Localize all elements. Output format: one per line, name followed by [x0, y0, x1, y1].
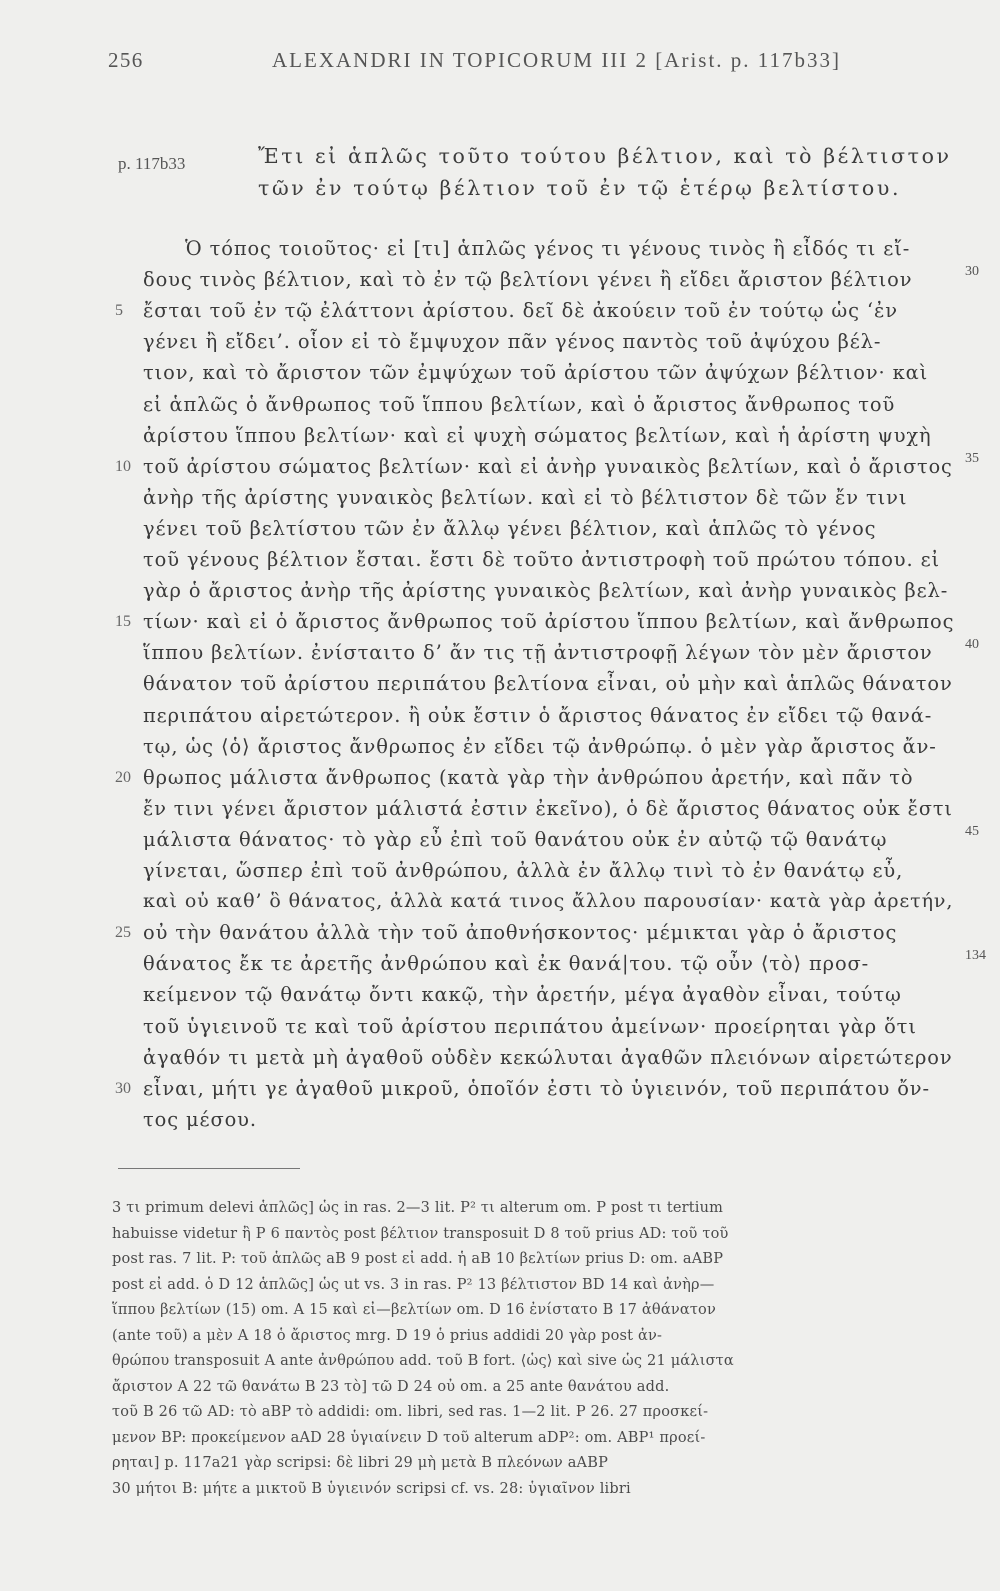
text-line: θάνατον τοῦ ἀρίστου περιπάτου βελτίονα εἶναι, οὐ μὴν καὶ ἁπλῶς θάνατον — [143, 672, 953, 695]
lemma-line: τῶν ἐν τούτῳ βέλτιον τοῦ ἐν τῷ ἑτέρῳ βελτίστου. — [258, 176, 902, 200]
text-line: περιπάτου αἱρετώτερον. ἢ οὐκ ἔστιν ὁ ἄριστος θάνατος ἐν εἴδει τῷ θανά- — [143, 704, 933, 727]
text-line: τοῦ ὑγιεινοῦ τε καὶ τοῦ ἀρίστου περιπάτου ἀμείνων· προείρηται γὰρ ὅτι — [143, 1015, 917, 1038]
text-line: καὶ οὐ καθ’ ὃ θάνατος, ἀλλὰ κατά τινος ἄλλου παρουσίαν· κατὰ γὰρ ἀρετήν, — [143, 890, 954, 912]
text-line: τιον, καὶ τὸ ἄριστον τῶν ἐμψύχων τοῦ ἀρίστου τῶν ἀψύχων βέλτιον· καὶ — [143, 361, 929, 384]
text-line: εἶναι, μήτι γε ἀγαθοῦ μικροῦ, ὁποῖόν ἐστι τὸ ὑγιεινόν, τοῦ περιπάτου ὄν- — [143, 1077, 930, 1100]
text-line: ἀγαθόν τι μετὰ μὴ ἀγαθοῦ οὐδὲν κεκώλυται ἀγαθῶν πλειόνων αἱρετώτερον — [143, 1046, 953, 1069]
margin-reference-number: 30 — [965, 264, 979, 279]
text-line: ἵππου βελτίων. ἐνίσταιτο δ’ ἄν τις τῇ ἀντιστροφῇ λέγων τὸν μὲν ἄριστον — [143, 641, 933, 664]
line-number: 25 — [115, 924, 131, 941]
apparatus-line: θρώπου transposuit A ante ἀνθρώπου add. τοῦ B fort. ⟨ὡς⟩ καὶ sive ὡς 21 μάλιστα — [112, 1353, 734, 1369]
text-line: οὐ τὴν θανάτου ἀλλὰ τὴν τοῦ ἀποθνήσκοντος· μέμικται γὰρ ὁ ἄριστος — [143, 921, 898, 944]
apparatus-line: (ante τοῦ) a μὲν A 18 ὁ ἄριστος mrg. D 19 ὁ prius addidi 20 γὰρ post ἀν- — [112, 1328, 663, 1344]
text-line: δους τινὸς βέλτιον, καὶ τὸ ἐν τῷ βελτίονι γένει ἢ εἴδει ἄριστον βέλτιον — [143, 268, 913, 291]
margin-reference-number: 45 — [965, 824, 979, 839]
margin-reference-number: 35 — [965, 451, 979, 466]
text-line: ἔσται τοῦ ἐν τῷ ἐλάττονι ἀρίστου. δεῖ δὲ ἀκούειν τοῦ ἐν τούτῳ ὡς ‘ἐν — [143, 299, 898, 322]
text-line: Ὁ τόπος τοιοῦτος· εἰ [τι] ἁπλῶς γένος τι γένους τινὸς ἢ εἶδός τι εἴ- — [185, 237, 911, 260]
apparatus-line: ἄριστον A 22 τῶ θανάτω B 23 τὸ] τῶ D 24 οὐ om. a 25 ante θανάτου add. — [112, 1379, 670, 1395]
line-number: 10 — [115, 458, 131, 475]
text-line: τοῦ ἀρίστου σώματος βελτίων· καὶ εἰ ἀνὴρ γυναικὸς βελτίων, καὶ ὁ ἄριστος — [143, 455, 953, 478]
page-number: 256 — [108, 48, 144, 72]
apparatus-line: ἵππου βελτίων (15) om. A 15 καὶ εἰ—βελτίων om. D 16 ἐνίστατο B 17 ἀθάνατον — [112, 1302, 716, 1318]
running-title: ALEXANDRI IN TOPICORUM III 2 [Arist. p. 117b33] — [272, 48, 842, 72]
page-header — [108, 48, 898, 88]
lemma-reference: p. 117b33 — [118, 154, 186, 173]
apparatus-line: ρηται] p. 117a21 γὰρ scripsi: δὲ libri 29 μὴ μετὰ B πλεόνων aABP — [112, 1455, 609, 1471]
apparatus-line: post εἰ add. ὁ D 12 ἁπλῶς] ὡς ut vs. 3 in ras. P² 13 βέλτιστον BD 14 καὶ ἀνὴρ— — [112, 1277, 715, 1293]
apparatus-line: post ras. 7 lit. P: τοῦ ἁπλῶς aB 9 post εἰ add. ἡ aB 10 βελτίων prius D: om. aABP — [112, 1251, 724, 1267]
line-number: 5 — [115, 302, 123, 319]
text-line: ἀνὴρ τῆς ἀρίστης γυναικὸς βελτίων. καὶ εἰ τὸ βέλτιστον δὲ τῶν ἔν τινι — [143, 486, 908, 509]
text-line: ἀρίστου ἵππου βελτίων· καὶ εἰ ψυχὴ σώματος βελτίων, καὶ ἡ ἀρίστη ψυχὴ — [143, 424, 932, 447]
apparatus-line: 30 μήτοι B: μήτε a μικτοῦ B ὑγιεινόν scripsi cf. vs. 28: ὑγιαῖνον libri — [112, 1481, 631, 1497]
line-number: 30 — [115, 1080, 131, 1097]
apparatus-line: μενον BP: προκείμενον aAD 28 ὑγιαίνειν D τοῦ alterum aDP²: om. ABP¹ προεί- — [112, 1430, 706, 1446]
text-line: θρωπος μάλιστα ἄνθρωπος (κατὰ γὰρ τὴν ἀνθρώπου ἀρετήν, καὶ πᾶν τὸ — [143, 766, 914, 789]
text-line: τος μέσου. — [143, 1108, 257, 1131]
text-line: τοῦ γένους βέλτιον ἔσται. ἔστι δὲ τοῦτο ἀντιστροφὴ τοῦ πρώτου τόπου. εἰ — [143, 548, 941, 571]
text-line: μάλιστα θάνατος· τὸ γὰρ εὖ ἐπὶ τοῦ θανάτου οὐκ ἐν αὐτῷ τῷ θανάτῳ — [143, 828, 888, 851]
text-line: τῳ, ὡς ⟨ὁ⟩ ἄριστος ἄνθρωπος ἐν εἴδει τῷ ἀνθρώπῳ. ὁ μὲν γὰρ ἄριστος ἄν- — [143, 735, 937, 758]
apparatus-line: τοῦ B 26 τῶ AD: τὸ aBP τὸ addidi: om. libri, sed ras. 1—2 lit. P 26. 27 προσκεί- — [112, 1404, 709, 1420]
line-number: 15 — [115, 613, 131, 630]
text-line: ἔν τινι γένει ἄριστον μάλιστά ἐστιν ἐκεῖνο), ὁ δὲ ἄριστος θάνατος οὐκ ἔστι — [143, 797, 953, 820]
footnote-rule — [118, 1168, 300, 1169]
apparatus-line: 3 τι primum delevi ἁπλῶς] ὡς in ras. 2—3 lit. P² τι alterum om. P post τι tertium — [112, 1200, 724, 1216]
text-line: γίνεται, ὥσπερ ἐπὶ τοῦ ἀνθρώπου, ἀλλὰ ἐν ἄλλῳ τινὶ τὸ ἐν θανάτῳ εὖ, — [143, 859, 904, 882]
text-line: κείμενον τῷ θανάτῳ ὄντι κακῷ, τὴν ἀρετήν, μέγα ἀγαθὸν εἶναι, τούτῳ — [143, 983, 902, 1006]
line-number: 20 — [115, 769, 131, 786]
apparatus-line: habuisse videtur ἢ P 6 παντὸς post βέλτιον transposuit D 8 τοῦ prius AD: τοῦ τοῦ — [112, 1226, 729, 1242]
text-line: εἰ ἁπλῶς ὁ ἄνθρωπος τοῦ ἵππου βελτίων, καὶ ὁ ἄριστος ἄνθρωπος τοῦ — [143, 393, 896, 416]
text-line: θάνατος ἔκ τε ἀρετῆς ἀνθρώπου καὶ ἐκ θανά|του. τῷ οὖν ⟨τὸ⟩ προσ- — [143, 952, 870, 975]
margin-reference-number: 40 — [965, 637, 979, 652]
text-line: γὰρ ὁ ἄριστος ἀνὴρ τῆς ἀρίστης γυναικὸς βελτίων, καὶ ἀνὴρ γυναικὸς βελ- — [143, 579, 949, 602]
text-line: γένει τοῦ βελτίστου τῶν ἐν ἄλλῳ γένει βέλτιον, καὶ ἁπλῶς τὸ γένος — [143, 517, 877, 540]
lemma-line: Ἔτι εἰ ἁπλῶς τοῦτο τούτου βέλτιον, καὶ τὸ βέλτιστον — [258, 144, 952, 168]
text-line: τίων· καὶ εἰ ὁ ἄριστος ἄνθρωπος τοῦ ἀρίστου ἵππου βελτίων, καὶ ἄνθρωπος — [143, 610, 955, 633]
margin-reference-number: 134 — [965, 948, 986, 963]
text-line: γένει ἢ εἴδει’. οἷον εἰ τὸ ἔμψυχον πᾶν γένος παντὸς τοῦ ἀψύχου βέλ- — [143, 330, 882, 353]
